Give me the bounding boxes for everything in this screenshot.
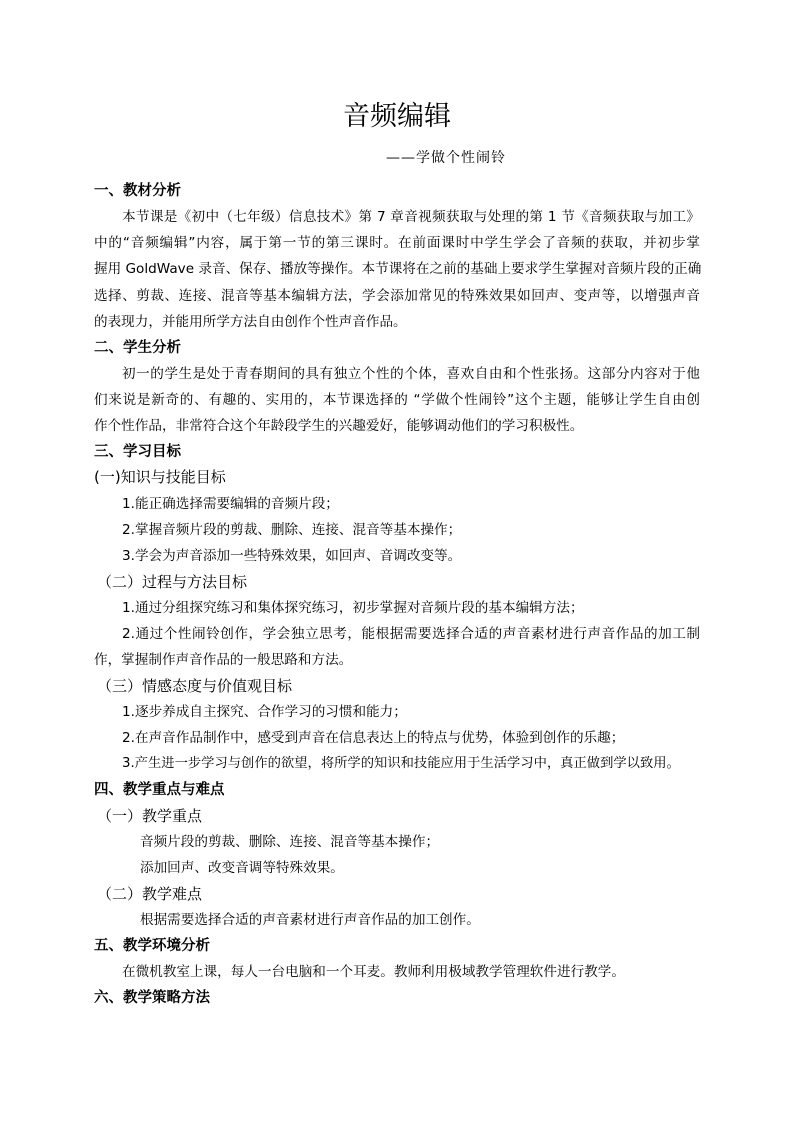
list-item: 1.能正确选择需要编辑的音频片段； [122, 496, 339, 512]
subsection-heading: （二）过程与方法目标 [97, 573, 248, 591]
list-item: 2.在声音作品制作中，感受到声音在信息表达上的特点与优势，体验到创作的乐趣； [122, 730, 625, 746]
paragraph-line: 中的“音频编辑”内容，属于第一节的第三课时。在前面课时中学生学会了音频的获取，并初步掌 [94, 235, 700, 251]
section-heading-1: 一、教材分析 [94, 183, 181, 199]
paragraph-line: 们来说是新奇的、有趣的、实用的，本节课选择的 “学做个性闹铃”这个主题，能够让学生自由创 [94, 392, 700, 408]
page-title: 音频编辑 [343, 101, 451, 132]
paragraph-line: 的表现力，并能用所学方法自由创作个性声音作品。 [94, 314, 407, 330]
section-heading-4: 四、教学重点与难点 [94, 782, 225, 798]
list-item: 1.通过分组探究练习和集体探究练习，初步掌握对音频片段的基本编辑方法； [122, 600, 584, 616]
list-item: 1.逐步养成自主探究、合作学习的习惯和能力； [122, 704, 407, 720]
paragraph-line: 握用 GoldWave 录音、保存、播放等操作。本节课将在之前的基础上要求学生掌握对音频片段的正确 [94, 261, 702, 277]
paragraph-line: 本节课是《初中（七年级）信息技术》第 7 章音视频获取与处理的第 1 节《音频获取与加工》 [122, 209, 700, 225]
paragraph-line: 作个性作品，非常符合这个年龄段学生的兴趣爱好，能够调动他们的学习积极性。 [94, 418, 584, 434]
page-subtitle: ——学做个性闹铃 [386, 150, 506, 166]
section-heading-5: 五、教学环境分析 [94, 938, 210, 954]
section-heading-2: 二、学生分析 [94, 340, 181, 356]
list-item: 根据需要选择合适的声音素材进行声音作品的加工创作。 [140, 912, 480, 928]
section-heading-3: 三、学习目标 [94, 444, 181, 460]
subsection-heading: （一）教学重点 [97, 807, 203, 825]
subsection-heading: （二）教学难点 [97, 885, 203, 903]
list-item: 3.学会为声音添加一些特殊效果，如回声、音调改变等。 [122, 548, 462, 564]
paragraph-line: 在微机教室上课，每人一台电脑和一个耳麦。教师利用极域教学管理软件进行教学。 [122, 964, 625, 980]
subsection-heading: （三）情感态度与价值观目标 [97, 677, 293, 695]
list-item: 2.通过个性闹铃创作，学会独立思考，能根据需要选择合适的声音素材进行声音作品的加工制 [122, 626, 700, 642]
paragraph-line: 初一的学生是处于青春期间的具有独立个性的个体，喜欢自由和个性张扬。这部分内容对于他 [122, 366, 700, 382]
list-item: 3.产生进一步学习与创作的欲望，将所学的知识和技能应用于生活学习中，真正做到学以致用。 [122, 756, 680, 771]
section-heading-6: 六、教学策略方法 [94, 990, 210, 1006]
subsection-heading: (一)知识与技能目标 [94, 468, 226, 486]
list-item: 作，掌握制作声音作品的一般思路和方法。 [94, 652, 353, 668]
paragraph-line: 选择、剪裁、连接、混音等基本编辑方法，学会添加常见的特殊效果如回声、变声等，以增强声音 [94, 288, 700, 304]
list-item: 音频片段的剪裁、删除、连接、混音等基本操作； [140, 834, 440, 850]
list-item: 添加回声、改变音调等特殊效果。 [140, 860, 344, 876]
list-item: 2.掌握音频片段的剪裁、删除、连接、混音等基本操作； [122, 522, 462, 538]
